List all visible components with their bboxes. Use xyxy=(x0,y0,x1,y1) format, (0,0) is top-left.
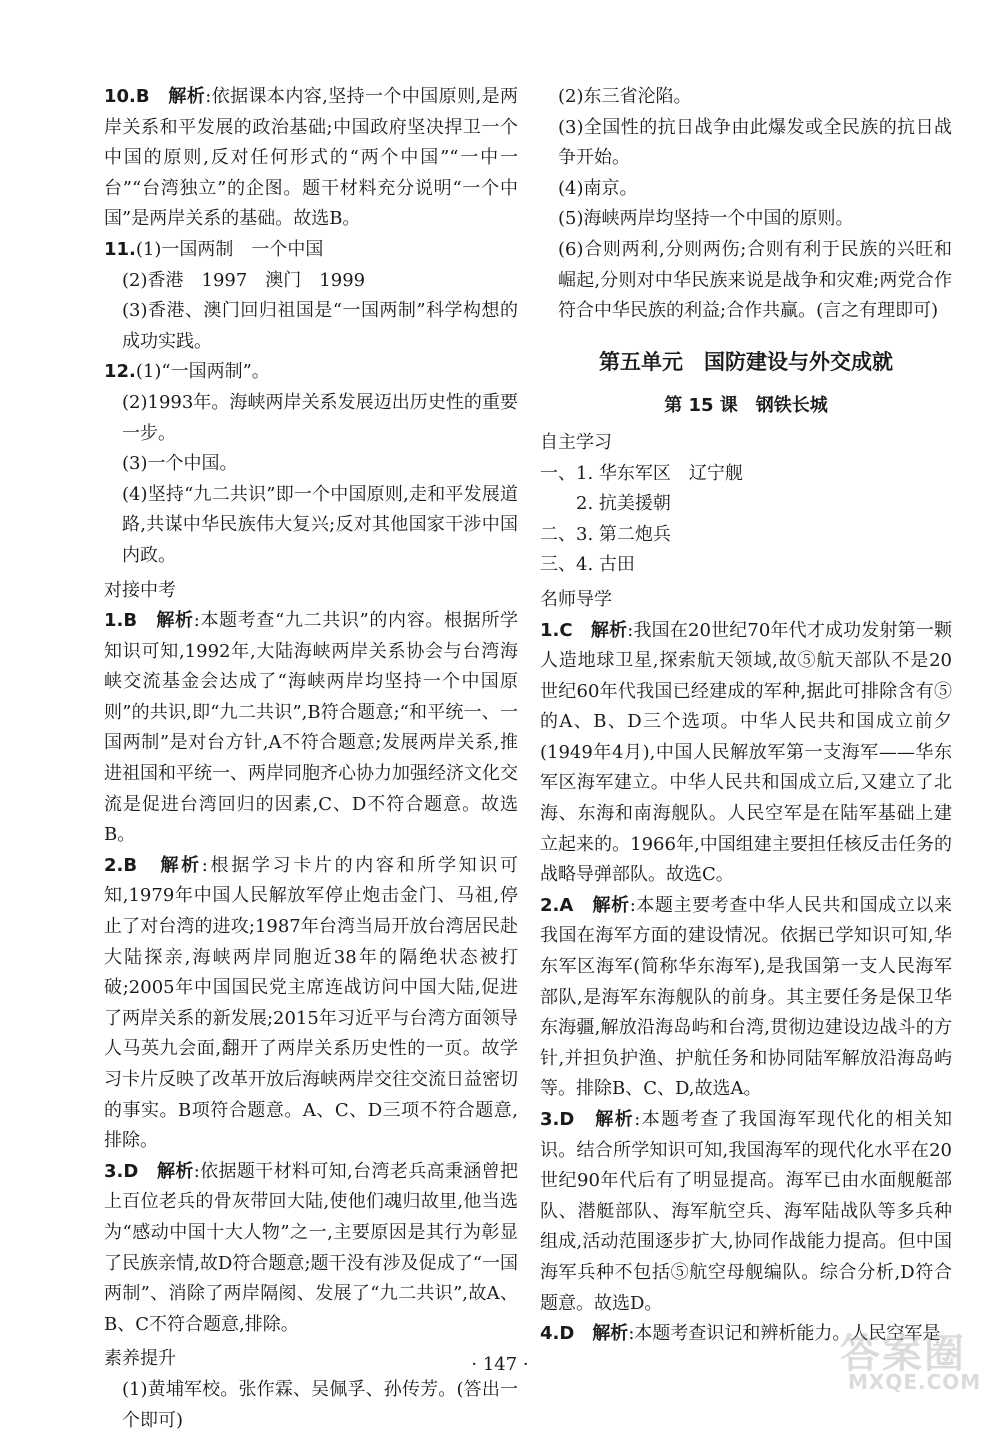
right-column xyxy=(540,82,952,1350)
suyang-answer-2: (2)东三省沦陷。 xyxy=(558,86,692,107)
suyang-answer-6: (6)合则两利,分则两伤;合则有利于民族的兴旺和崛起,分则对中华民族来说是战争和灾难;两党合作符合中华民族的利益;合作共赢。(言之有理即可) xyxy=(558,238,952,322)
section-heading-suyang: 素养提升 xyxy=(104,1348,176,1370)
answer-12: 12.(1)“一国两制”。 xyxy=(104,361,270,383)
section-heading-mingshi: 名师导学 xyxy=(540,588,612,610)
section-heading-duijie: 对接中考 xyxy=(104,579,176,601)
watermark-logo xyxy=(840,1304,990,1394)
zizhu-item-2: 2. 抗美援朝 xyxy=(576,493,671,515)
section-heading-zizhu: 自主学习 xyxy=(540,431,612,453)
duijie-answer-1: 1.B 解析:本题考查“九二共识”的内容。根据所学知识可知,1992年,大陆海峡两岸关系协会与台湾海峡交流基金会达成了“海峡两岸均坚持一个中国原则”的共识,即“九二共识”,B符合题意;“和平统一、一国两制”是对台方针,A不符合题意;发展两岸关系,推进祖国和平统一、两岸同胞齐心协力加强经济文化交流是促进台湾回归的因素,C、D不符合题意。故选B。 xyxy=(104,610,518,846)
suyang-answer-5: (5)海峡两岸均坚持一个中国的原则。 xyxy=(558,208,854,230)
duijie-answer-3: 3.D 解析:依据题干材料可知,台湾老兵高秉涵曾把上百位老兵的骨灰带回大陆,使他们魂归故里,他当选为“感动中国十大人物”之一,主要原因是其行为彰显了民族亲情,故D符合题意;题干没有涉及促成了“一国两制”、消除了两岸隔阂、发展了“九二共识”,故A、B、C不符合题意,排除。 xyxy=(104,1160,518,1335)
lesson-title: 第 15 课 钢铁长城 xyxy=(664,395,828,417)
suyang-answer-1: (1)黄埔军校。张作霖、吴佩孚、孙传芳。(答出一个即可) xyxy=(122,1378,518,1431)
unit-title: 第五单元 国防建设与外交成就 xyxy=(599,349,893,374)
mingshi-answer-4: 4.D 解析:本题考查识记和辨析能力。人民空军是 xyxy=(540,1323,941,1345)
answer-12-3: (3)一个中国。 xyxy=(122,453,238,475)
answer-10: 10.B 解析:依据课本内容,坚持一个中国原则,是两岸关系和平发展的政治基础;中国政府坚决捍卫一个中国的原则,反对任何形式的“两个中国”“一中一台”“台湾独立”的企图。题干材料充分说明“一个中国”是两岸关系的基础。故选B。 xyxy=(104,86,519,230)
answer-11: 11.(1)一国两制 一个中国 xyxy=(104,238,324,260)
answer-11-3: (3)香港、澳门回归祖国是“一国两制”科学构想的成功实践。 xyxy=(122,300,518,352)
watermark-url: MXQE.COM xyxy=(848,1370,982,1394)
zizhu-item-4: 三、4. 古田 xyxy=(540,554,635,576)
mingshi-answer-2: 2.A 解析:本题主要考查中华人民共和国成立以来我国在海军方面的建设情况。依据已学知识可知,华东军区海军(简称华东海军),是我国第一支人民海军部队,是海军东海舰队的前身。其主要任务是保卫华东海疆,解放沿海岛屿和台湾,贯彻边建设边战斗的方针,并担负护渔、护航任务和协同陆军解放沿海岛屿等。排除B、C、D,故选A。 xyxy=(540,894,952,1100)
answer-12-4: (4)坚持“九二共识”即一个中国原则,走和平发展道路,共谋中华民族伟大复兴;反对其他国家干涉中国内政。 xyxy=(122,483,518,566)
left-column xyxy=(104,82,518,1436)
watermark-text: 答案圈 xyxy=(840,1331,966,1377)
suyang-answer-4: (4)南京。 xyxy=(558,177,638,199)
mingshi-answer-3: 3.D 解析:本题考查了我国海军现代化的相关知识。结合所学知识可知,我国海军的现代化水平在20世纪90年代后有了明显提高。海军已由水面舰艇部队、潜艇部队、海军航空兵、海军陆战队等多兵种组成,活动范围逐步扩大,协同作战能力提高。但中国海军兵种不包括⑤航空母舰编队。综合分析,D符合题意。故选D。 xyxy=(540,1109,952,1314)
answer-11-2: (2)香港 1997 澳门 1999 xyxy=(122,269,366,291)
duijie-answer-2: 2.B 解析:根据学习卡片的内容和所学知识可知,1979年中国人民解放军停止炮击金门、马祖,停止了对台湾的进攻;1987年台湾当局开放台湾居民赴大陆探亲,海峡两岸同胞近38年的隔绝状态被打破;2005年中国国民党主席连战访问中国大陆,促进了两岸关系的新发展;2015年习近平与台湾方面领导人马英九会面,翻开了两岸关系历史性的一页。故学习卡片反映了改革开放后海峡两岸交往交流日益密切的事实。B项符合题意。A、C、D三项不符合题意,排除。 xyxy=(104,854,518,1152)
zizhu-item-1: 一、1. 华东军区 辽宁舰 xyxy=(540,462,743,484)
page-number: · 147 · xyxy=(471,1354,529,1375)
mingshi-answer-1: 1.C 解析:我国在20世纪70年代才成功发射第一颗人造地球卫星,探索航天领域,故⑤航天部队不是20世纪60年代我国已经建成的军种,据此可排除含有⑤的A、B、D三个选项。中华人民共和国成立前夕(1949年4月),中国人民解放军第一支海军——华东军区海军建立。中华人民共和国成立后,又建立了北海、东海和南海舰队。人民空军是在陆军基础上建立起来的。1966年,中国组建主要担任核反击任务的战略导弹部队。故选C。 xyxy=(540,619,953,886)
answer-12-2: (2)1993年。海峡两岸关系发展迈出历史性的重要一步。 xyxy=(122,391,518,444)
suyang-answer-3: (3)全国性的抗日战争由此爆发或全民族的抗日战争开始。 xyxy=(558,116,952,169)
zizhu-item-3: 二、3. 第二炮兵 xyxy=(540,523,671,545)
